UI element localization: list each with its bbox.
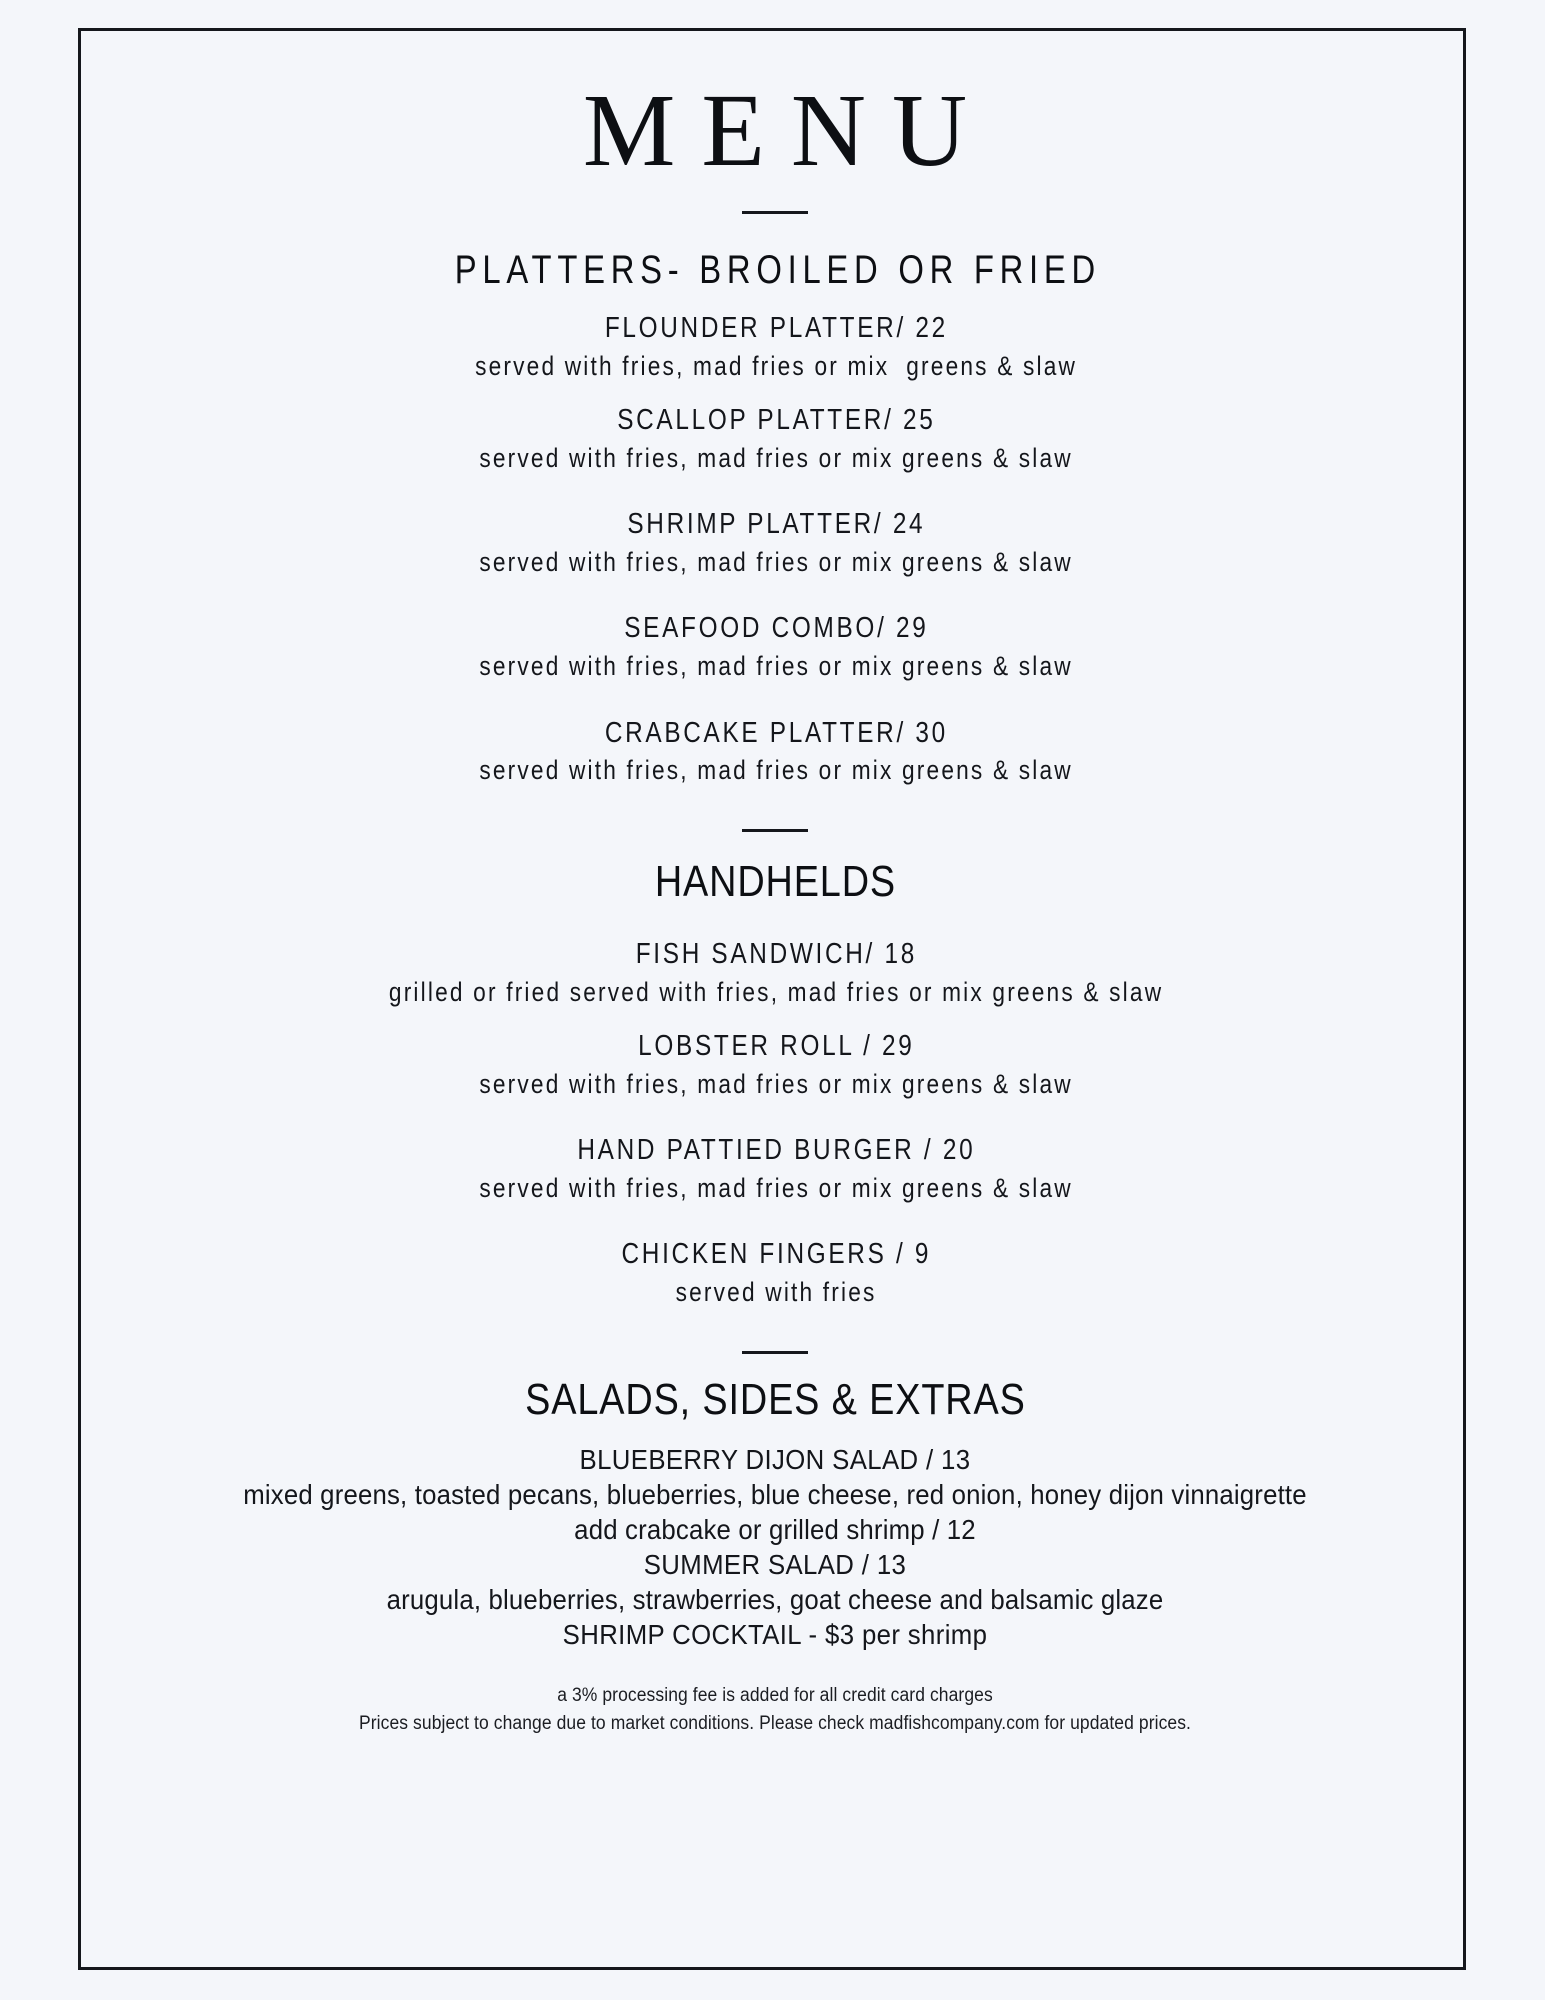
spacer — [81, 1010, 1469, 1028]
menu-item — [81, 310, 1469, 384]
item-name: SCALLOP PLATTER/ 25 — [617, 404, 936, 437]
item-name: LOBSTER ROLL / 29 — [638, 1030, 915, 1063]
menu-item — [81, 1617, 1469, 1652]
item-description: served with fries — [675, 1277, 877, 1308]
spacer — [81, 1206, 1469, 1236]
item-name: SHRIMP COCKTAIL - $3 per shrimp — [562, 1618, 988, 1650]
menu-item — [81, 506, 1469, 580]
item-name: add crabcake or grilled shrimp / 12 — [574, 1513, 976, 1545]
section-heading-salads: SALADS, SIDES & EXTRAS — [525, 1374, 1026, 1424]
item-name: SEAFOOD COMBO/ 29 — [624, 612, 929, 645]
item-description: served with fries, mad fries or mix greens & slaw — [479, 442, 1073, 473]
item-name: SHRIMP PLATTER/ 24 — [627, 508, 926, 541]
spacer — [81, 789, 1469, 829]
item-name: CRABCAKE PLATTER/ 30 — [604, 716, 948, 749]
menu-item — [81, 936, 1469, 1010]
item-name: CHICKEN FINGERS / 9 — [621, 1238, 932, 1271]
menu-item — [81, 1028, 1469, 1102]
menu-content — [81, 31, 1469, 1739]
item-description: served with fries, mad fries or mix greens & slaw — [479, 1068, 1073, 1099]
item-description: served with fries, mad fries or mix greens & slaw — [475, 350, 1078, 381]
menu-border-frame — [78, 28, 1466, 1970]
item-description: served with fries, mad fries or mix greens & slaw — [479, 1172, 1073, 1203]
menu-item — [81, 1132, 1469, 1206]
spacer — [81, 580, 1469, 610]
spacer — [81, 384, 1469, 402]
processing-fee-note: a 3% processing fee is added for all credit card charges — [557, 1684, 993, 1706]
item-name: FLOUNDER PLATTER/ 22 — [604, 312, 948, 344]
footnotes — [81, 1652, 1469, 1739]
spacer — [81, 1102, 1469, 1132]
spacer — [81, 476, 1469, 506]
price-change-note: Prices subject to change due to market conditions. Please check madfishcompany.com for updated prices. — [358, 1713, 1192, 1735]
section-heading-handhelds: HANDHELDS — [654, 856, 896, 906]
menu-item — [81, 1236, 1469, 1310]
item-name: BLUEBERRY DIJON SALAD / 13 — [579, 1443, 971, 1475]
spacer — [81, 1424, 1469, 1442]
menu-item — [81, 715, 1469, 789]
item-description: grilled or fried served with fries, mad fries or mix greens & slaw — [388, 976, 1164, 1007]
menu-item — [81, 1442, 1469, 1512]
menu-item — [81, 610, 1469, 684]
item-description: mixed greens, toasted pecans, blueberries, blue cheese, red onion, honey dijon vinnaigrette — [243, 1478, 1307, 1510]
page-title: MENU — [582, 73, 994, 188]
menu-item — [81, 1512, 1469, 1547]
item-description: served with fries, mad fries or mix greens & slaw — [479, 546, 1073, 577]
spacer — [81, 1311, 1469, 1351]
menu-item — [81, 1547, 1469, 1617]
section-heading-platters: PLATTERS- BROILED OR FRIED — [454, 248, 1101, 292]
item-name: FISH SANDWICH/ 18 — [635, 938, 917, 971]
spacer — [81, 685, 1469, 715]
item-name: SUMMER SALAD / 13 — [643, 1548, 907, 1580]
item-description: served with fries, mad fries or mix greens & slaw — [479, 755, 1073, 786]
spacer — [81, 906, 1469, 936]
item-description: arugula, blueberries, strawberries, goat cheese and balsamic glaze — [386, 1583, 1164, 1615]
spacer — [81, 292, 1469, 310]
item-name: HAND PATTIED BURGER / 20 — [577, 1134, 976, 1167]
item-description: served with fries, mad fries or mix greens & slaw — [479, 651, 1073, 682]
menu-item — [81, 402, 1469, 476]
